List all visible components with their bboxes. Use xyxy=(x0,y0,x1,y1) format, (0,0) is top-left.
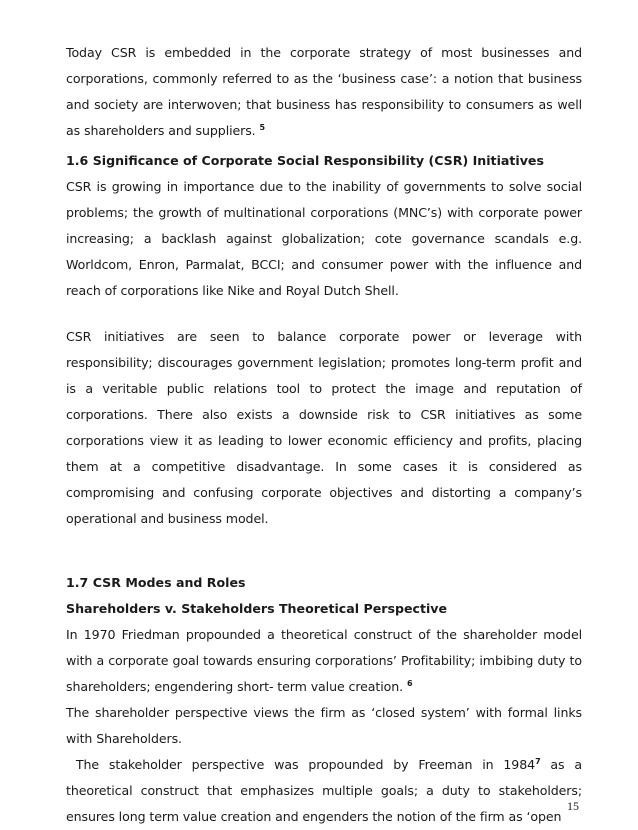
page-number: 15 xyxy=(567,799,579,813)
footnote-ref: 6 xyxy=(406,679,413,688)
paragraph-friedman xyxy=(66,622,582,700)
paragraph-text: In 1970 Friedman propounded a theoretical construct of the shareholder model with a corporate goal towards ensuring corporations’ Profitability; imbibing duty to shareholders; engendering short- term value creation. xyxy=(66,627,582,694)
paragraph-text: The stakeholder perspective was propounded by Freeman in 1984 xyxy=(75,757,536,772)
paragraph-csr-importance: CSR is growing in importance due to the inability of governments to solve social problems; the growth of multinational corporations (MNC’s) with corporate power increasing; a backlash against globalization; cote governance scandals e.g. Worldcom, Enron, Parmalat, BCCI; and consumer power with the influence and reach of corporations like Nike and Royal Dutch Shell. xyxy=(66,179,582,298)
subsection-heading: Shareholders v. Stakeholders Theoretical Perspective xyxy=(66,601,448,616)
body-text xyxy=(66,40,582,830)
paragraph-text: Today CSR is embedded in the corporate strategy of most businesses and corporations, commonly referred to as the ‘business case’: a notion that business and society are interwoven; that business has responsibility to consumers as well as shareholders and suppliers. xyxy=(66,45,582,138)
section-heading-1-7: 1.7 CSR Modes and Roles xyxy=(66,575,246,590)
paragraph-text-continued: as a theoretical construct that emphasizes multiple goals; a duty to stakeholders; ensures long term value creation and engenders the notion of the firm as ‘open xyxy=(66,757,582,824)
paragraph-shareholder-perspective: The shareholder perspective views the firm as ‘closed system’ with formal links with Shareholders. xyxy=(66,705,582,746)
footnote-ref: 5 xyxy=(259,123,265,132)
section-heading-1-6: 1.6 Significance of Corporate Social Responsibility (CSR) Initiatives xyxy=(66,153,544,168)
paragraph-csr-initiatives: CSR initiatives are seen to balance corporate power or leverage with responsibility; discourages government legislation; promotes long-term profit and is a veritable public relations tool to protect the image and reputation of corporations. There also exists a downside risk to CSR initiatives as some corporations view it as leading to lower economic efficiency and profits, placing them at a competitive disadvantage. In some cases it is considered as compromising and confusing corporate objectives and distorting a company’s operational and business model. xyxy=(66,329,582,526)
footnote-ref: 7 xyxy=(535,757,541,766)
paragraph-stakeholder-perspective xyxy=(66,752,582,830)
paragraph-csr-business-case xyxy=(66,40,582,144)
